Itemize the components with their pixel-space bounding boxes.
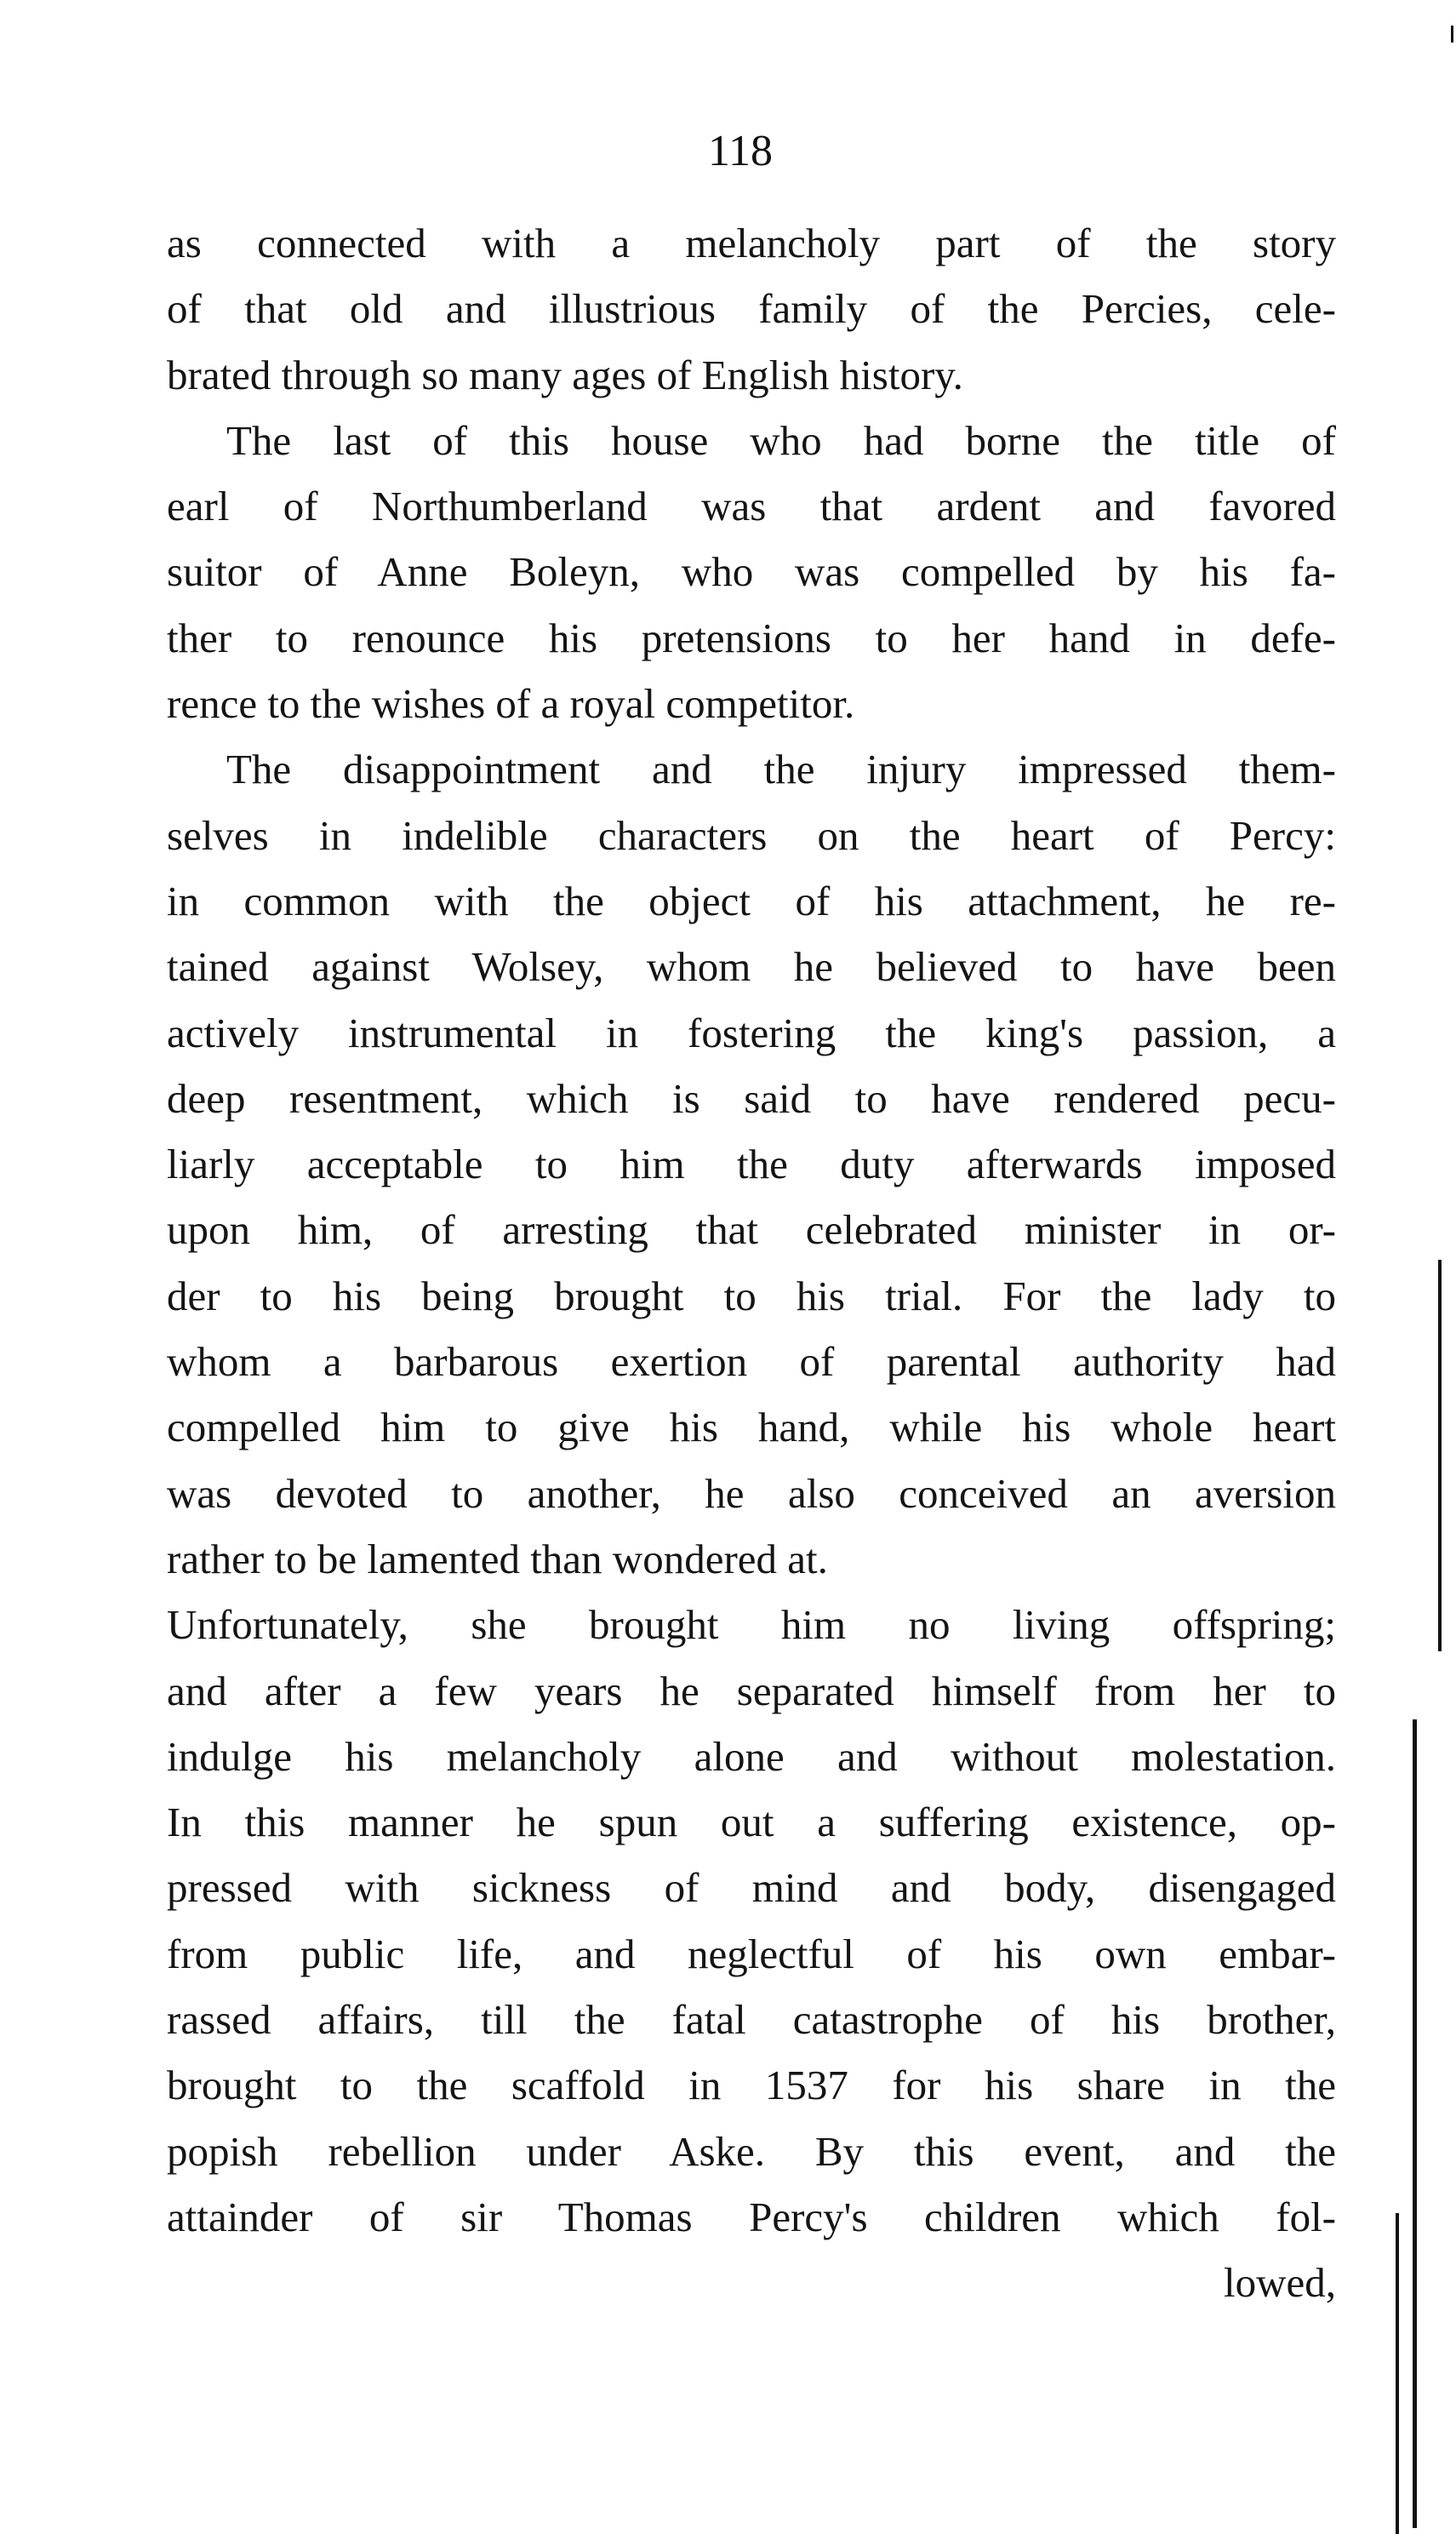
text-line: The last of this house who had borne the title of [226,416,1336,464]
text-line: lowed, [1224,2259,1336,2307]
text-line: was devoted to another, he also conceived an aversion [167,1469,1336,1517]
text-line: deep resentment, which is said to have rendered pecu- [167,1074,1336,1122]
text-line: rather to be lamented than wondered at. [167,1535,828,1582]
text-line: The disappointment and the injury impressed them- [226,746,1336,793]
text-line: brought to the scaffold in 1537 for his share in the [167,2062,1336,2109]
text-line: pressed with sickness of mind and body, disengaged [167,1864,1336,1912]
text-line: selves in indelible characters on the heart of Percy: [167,811,1336,859]
text-line: indulge his melancholy alone and without molestation. [167,1732,1336,1780]
text-line: popish rebellion under Aske. By this event, and the [167,2127,1336,2175]
text-line: attainder of sir Thomas Percy's children which fol- [167,2193,1336,2240]
text-line: rence to the wishes of a royal competitor. [167,680,855,728]
page-edge-mark [1451,26,1453,43]
text-line: upon him, of arresting that celebrated minister in or- [167,1206,1336,1254]
text-line: Unfortunately, she brought him no living offspring; [167,1601,1336,1649]
body-text [167,210,1336,2316]
text-line: from public life, and neglectful of his own embar- [167,1930,1336,1977]
text-line: earl of Northumberland was that ardent and favored [167,483,1336,530]
text-line: suitor of Anne Boleyn, who was compelled by his fa- [167,548,1336,596]
text-line: compelled him to give his hand, while his whole heart [167,1404,1336,1451]
text-line: In this manner he spun out a suffering existence, op- [167,1799,1336,1846]
page-edge-mark [1396,2213,1399,2534]
text-line: ther to renounce his pretensions to her hand in defe- [167,614,1336,661]
text-line: actively instrumental in fostering the king's passion, a [167,1009,1336,1056]
text-line: and after a few years he separated himself from her to [167,1667,1336,1714]
page-number: 118 [707,127,774,175]
text-line: der to his being brought to his trial. For the lady to [167,1272,1336,1319]
text-line: in common with the object of his attachment, he re- [167,877,1336,924]
text-line: liarly acceptable to him the duty afterwards imposed [167,1141,1336,1188]
text-line: brated through so many ages of English history. [167,351,963,398]
page-edge-mark [1438,1260,1442,1651]
text-line: as connected with a melancholy part of the story [167,220,1336,266]
page-edge-mark [1413,1719,1417,2528]
text-line: whom a barbarous exertion of parental authority had [167,1338,1336,1386]
text-line: tained against Wolsey, whom he believed to have been [167,943,1336,991]
text-line: rassed affairs, till the fatal catastrophe of his brother, [167,1996,1336,2044]
text-line: of that old and illustrious family of the Percies, cele- [167,285,1336,333]
